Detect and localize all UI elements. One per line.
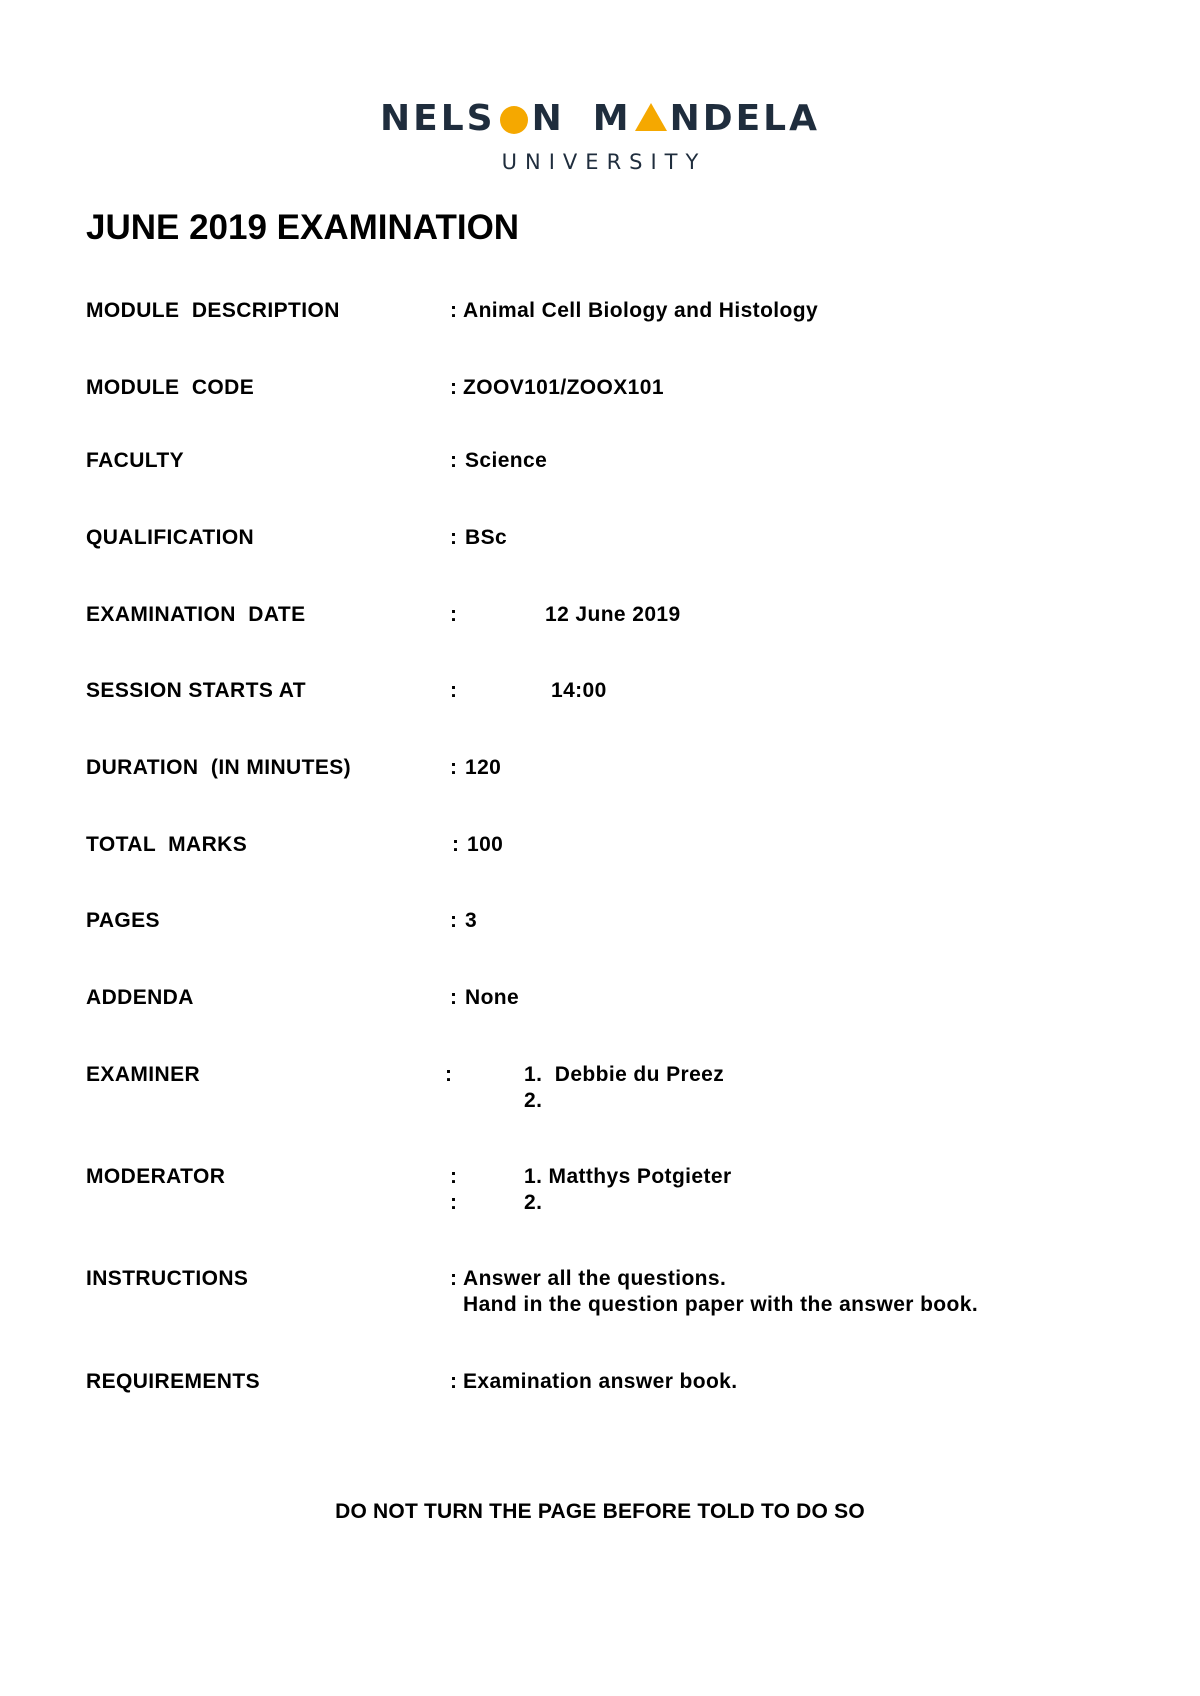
field-colon: : bbox=[450, 1165, 458, 1188]
field-label: FACULTY bbox=[86, 449, 185, 472]
field-value: ZOOV101/ZOOX101 bbox=[463, 376, 664, 399]
field-colon: : bbox=[450, 756, 458, 779]
field-colon: : bbox=[450, 1191, 458, 1214]
field-colon: : bbox=[452, 833, 460, 856]
field-value: Animal Cell Biology and Histology bbox=[463, 299, 819, 322]
field-colon: : bbox=[450, 986, 458, 1009]
field-value: 100 bbox=[467, 833, 504, 856]
field-value: Examination answer book. bbox=[463, 1370, 738, 1393]
field-colon: : bbox=[450, 1370, 458, 1393]
field-colon: : bbox=[450, 909, 458, 932]
field-colon: : bbox=[450, 679, 458, 702]
field-colon: : bbox=[450, 449, 458, 472]
logo-text-part: NELS bbox=[380, 98, 496, 139]
exam-title: JUNE 2019 EXAMINATION bbox=[86, 208, 520, 247]
do-not-turn-notice: DO NOT TURN THE PAGE BEFORE TOLD TO DO SO bbox=[335, 1500, 865, 1523]
field-label: MODULE DESCRIPTION bbox=[86, 299, 340, 322]
field-value: Answer all the questions. bbox=[463, 1267, 727, 1290]
field-value: Hand in the question paper with the answer book. bbox=[463, 1293, 979, 1316]
field-label: DURATION (IN MINUTES) bbox=[86, 756, 352, 779]
field-value: 2. bbox=[524, 1089, 543, 1112]
field-value: Science bbox=[465, 449, 548, 472]
logo-text-part: NDELA bbox=[669, 98, 820, 139]
field-colon: : bbox=[450, 526, 458, 549]
logo-wordmark bbox=[380, 98, 820, 140]
field-label: SESSION STARTS AT bbox=[86, 679, 306, 702]
field-value: 14:00 bbox=[551, 679, 607, 702]
field-colon: : bbox=[450, 376, 458, 399]
logo-sun-dot-icon bbox=[500, 106, 528, 134]
field-label: PAGES bbox=[86, 909, 160, 932]
logo-subtitle: UNIVERSITY bbox=[501, 150, 707, 174]
field-value: 3 bbox=[465, 909, 478, 932]
field-value: 1. Debbie du Preez bbox=[524, 1063, 725, 1086]
field-value: 120 bbox=[465, 756, 502, 779]
field-value: 1. Matthys Potgieter bbox=[524, 1165, 732, 1188]
field-label: TOTAL MARKS bbox=[86, 833, 248, 856]
field-value: 2. bbox=[524, 1191, 543, 1214]
field-colon: : bbox=[445, 1063, 453, 1086]
field-colon: : bbox=[450, 603, 458, 626]
field-label: EXAMINATION DATE bbox=[86, 603, 306, 626]
field-colon: : bbox=[450, 299, 458, 322]
field-label: MODERATOR bbox=[86, 1165, 226, 1188]
logo-text-part: N bbox=[531, 98, 565, 139]
field-label: ADDENDA bbox=[86, 986, 194, 1009]
field-label: MODULE CODE bbox=[86, 376, 255, 399]
university-logo bbox=[0, 98, 1200, 174]
field-label: EXAMINER bbox=[86, 1063, 201, 1086]
logo-text-part: M bbox=[592, 98, 632, 139]
field-value: BSc bbox=[465, 526, 508, 549]
field-value: None bbox=[465, 986, 520, 1009]
logo-triangle-icon bbox=[635, 103, 667, 131]
field-label: QUALIFICATION bbox=[86, 526, 255, 549]
field-label: REQUIREMENTS bbox=[86, 1370, 260, 1393]
field-colon: : bbox=[450, 1267, 458, 1290]
field-label: INSTRUCTIONS bbox=[86, 1267, 249, 1290]
field-value: 12 June 2019 bbox=[545, 603, 681, 626]
